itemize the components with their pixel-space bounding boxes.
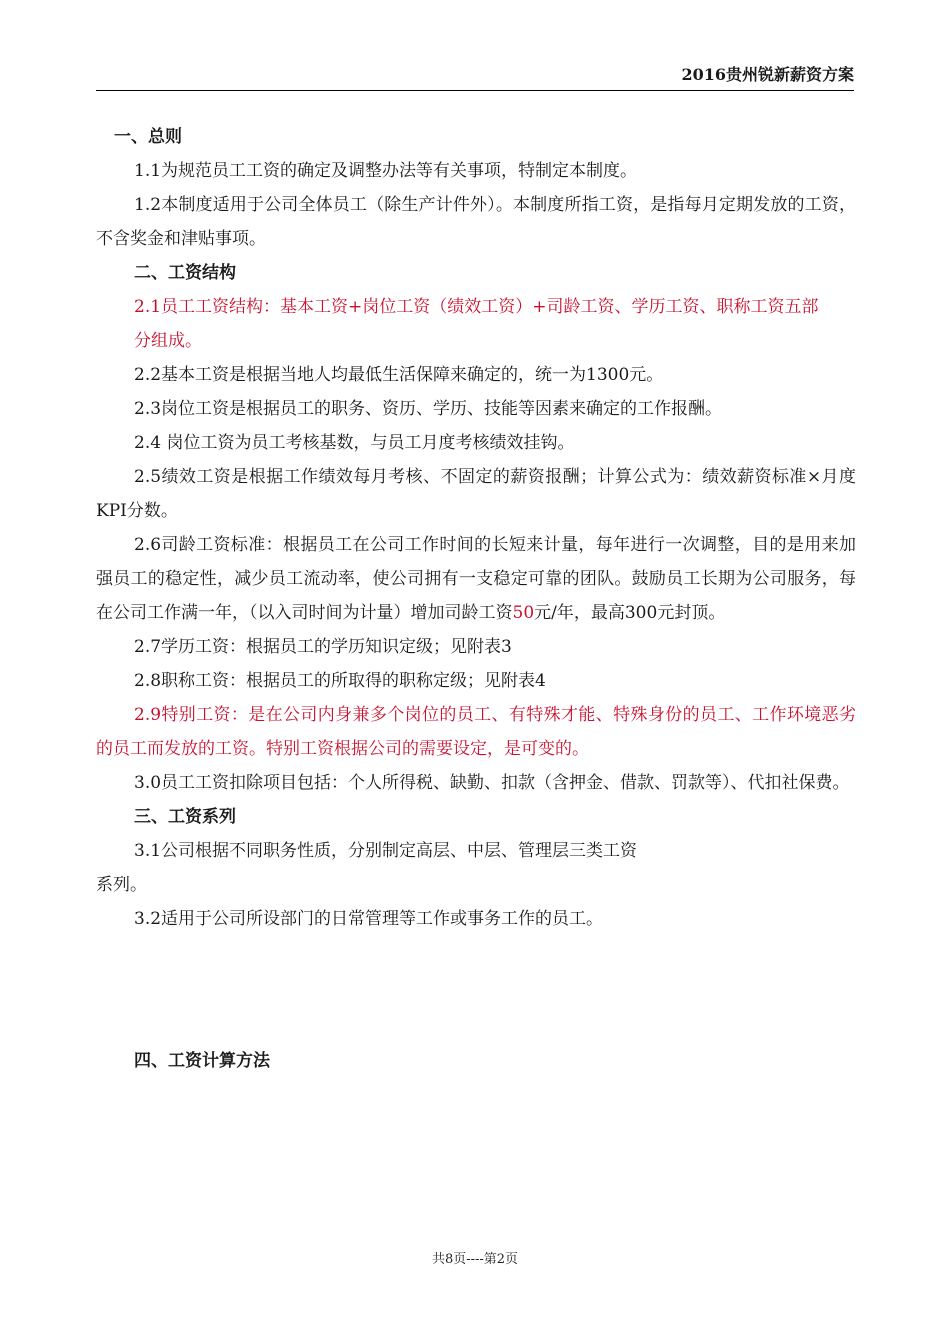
header-title: 2016贵州锐新薪资方案 xyxy=(681,65,854,84)
paragraph-2-6-amount: 50 xyxy=(512,603,535,623)
section-3-title: 三、工资系列 xyxy=(134,807,236,827)
page-header xyxy=(96,64,854,91)
paragraph-1-1: 1.1为规范员工工资的确定及调整办法等有关事项，特制定本制度。 xyxy=(134,161,638,181)
paragraph-2-1-continued: 分组成。 xyxy=(134,331,202,351)
page-number: 共8页----第2页 xyxy=(431,1252,519,1267)
paragraph-1-2: 1.2本制度适用于公司全体员工（除生产计件外）。本制度所指工资，是指每月定期发放的工资，不含奖金和津贴事项。 xyxy=(96,195,856,249)
paragraph-2-6 xyxy=(96,528,856,630)
paragraph-2-4: 2.4 岗位工资为员工考核基数，与员工月度考核绩效挂钩。 xyxy=(134,433,575,453)
paragraph-2-6-text: 2.6司龄工资标准：根据员工在公司工作时间的长短来计量，每年进行一次调整，目的是用来加强员工的稳定性，减少员工流动率，使公司拥有一支稳定可靠的团队。鼓励员工长期为公司服务，每在公司工作满一年，（以入司时间为计量）增加司龄工资 xyxy=(96,535,856,623)
blank-space xyxy=(96,936,856,1044)
paragraph-3-2: 3.2适用于公司所设部门的日常管理等工作或事务工作的员工。 xyxy=(134,909,604,929)
paragraph-2-8: 2.8职称工资：根据员工的所取得的职称定级；见附表4 xyxy=(134,671,546,691)
paragraph-3-0: 3.0员工工资扣除项目包括：个人所得税、缺勤、扣款（含押金、借款、罚款等）、代扣社保费。 xyxy=(134,773,850,793)
section-1-title: 一、总则 xyxy=(114,127,182,147)
paragraph-2-6-tail: 元/年，最高300元封顶。 xyxy=(534,603,726,623)
paragraph-2-3: 2.3岗位工资是根据员工的职务、资历、学历、技能等因素来确定的工作报酬。 xyxy=(134,399,723,419)
paragraph-2-2: 2.2基本工资是根据当地人均最低生活保障来确定的，统一为1300元。 xyxy=(134,365,664,385)
document-body xyxy=(96,120,856,1078)
paragraph-3-1-continued: 系列。 xyxy=(96,875,147,895)
page-footer xyxy=(0,1248,950,1267)
paragraph-3-1: 3.1公司根据不同职务性质，分别制定高层、中层、管理层三类工资 xyxy=(134,841,638,861)
paragraph-2-1: 2.1员工工资结构：基本工资+岗位工资（绩效工资）+司龄工资、学历工资、职称工资五部 xyxy=(134,297,819,317)
section-4-title: 四、工资计算方法 xyxy=(134,1051,270,1071)
paragraph-2-7: 2.7学历工资：根据员工的学历知识定级；见附表3 xyxy=(134,637,512,657)
paragraph-2-9: 2.9特别工资：是在公司内身兼多个岗位的员工、有特殊才能、特殊身份的员工、工作环境恶劣的员工而发放的工资。特别工资根据公司的需要设定，是可变的。 xyxy=(96,705,856,759)
paragraph-2-5: 2.5绩效工资是根据工作绩效每月考核、不固定的薪资报酬；计算公式为：绩效薪资标准×月度KPI分数。 xyxy=(96,467,856,521)
section-2-title: 二、工资结构 xyxy=(134,263,236,283)
